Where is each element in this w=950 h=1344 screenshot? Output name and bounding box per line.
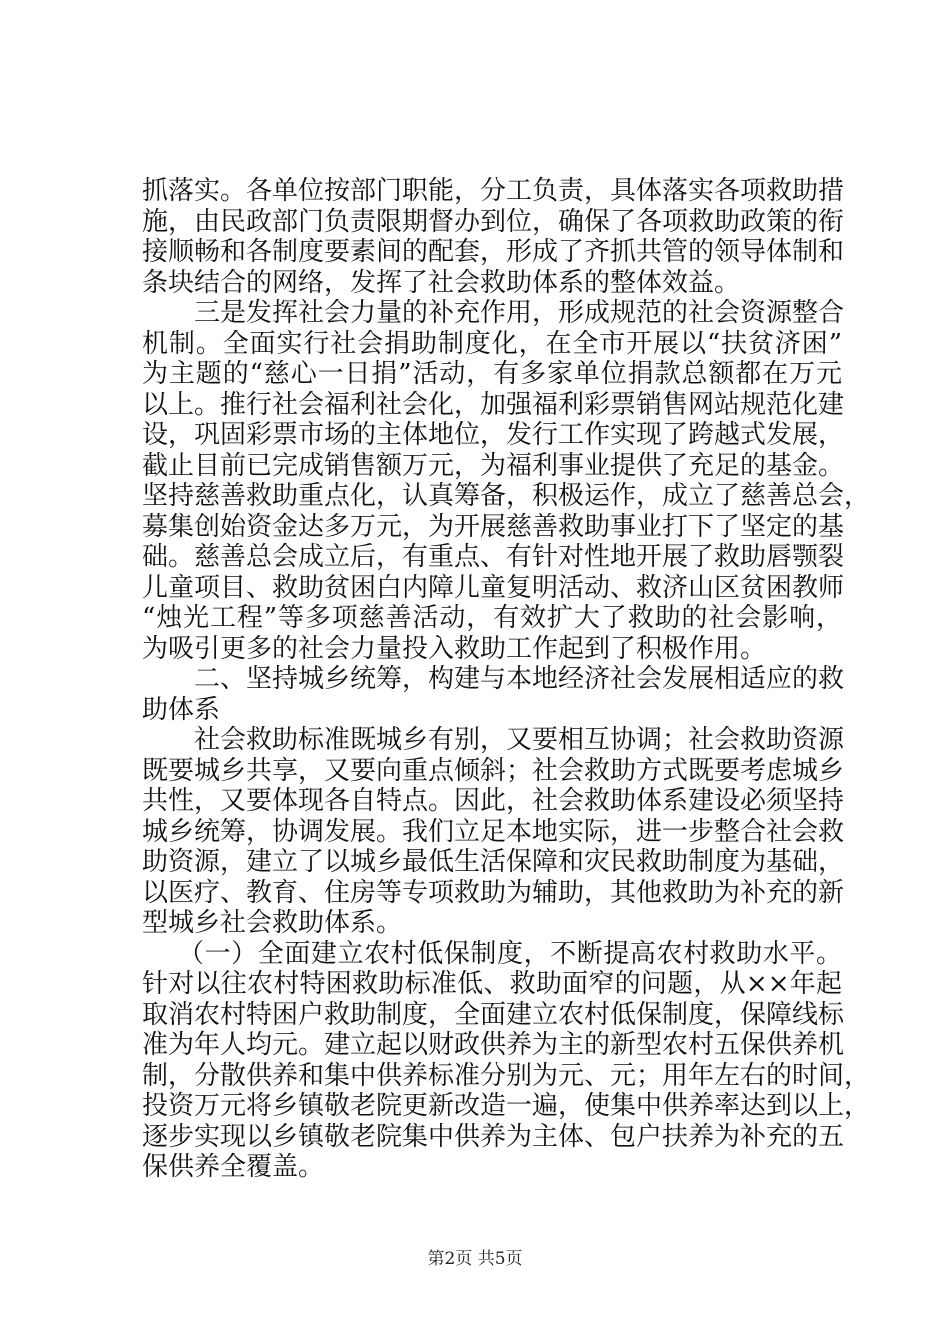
text-line: 共性，又要体现各自特点。因此，社会救助体系建设必须坚持 [142, 786, 845, 816]
text-line: 以医疗、教育、住房等专项救助为辅助，其他救助为补充的新 [142, 877, 845, 908]
text-line: 城乡统筹，协调发展。我们立足本地实际，进一步整合社会救 [142, 816, 845, 847]
text-line: 为吸引更多的社会力量投入救助工作起到了积极作用。 [142, 633, 767, 664]
text-line: 逐步实现以乡镇敬老院集中供养为主体、包户扶养为补充的五 [142, 1121, 845, 1152]
text-line: 既要城乡共享，又要向重点倾斜；社会救助方式既要考虑城乡 [142, 755, 845, 786]
text-line: 准为年人均元。建立起以财政供养为主的新型农村五保供养机 [142, 1030, 845, 1060]
section-heading: 二、坚持城乡统筹，构建与本地经济社会发展相适应的救 [194, 664, 845, 694]
page-number-footer: 第2页 共5页 [427, 1249, 523, 1269]
text-line: 设，巩固彩票市场的主体地位，发行工作实现了跨越式发展， [142, 420, 845, 450]
text-line: 施，由民政部门负责限期督办到位，确保了各项救助政策的衔 [142, 206, 845, 237]
document-body [142, 176, 871, 1183]
subsection-heading: （一）全面建立农村低保制度，不断提高农村救助水平。 [178, 938, 842, 969]
text-line: 针对以往农村特困救助标准低、救助面窄的问题，从××年起 [142, 969, 842, 999]
text-line: 助资源，建立了以城乡最低生活保障和灾民救助制度为基础， [142, 847, 845, 877]
text-line: 以上。推行社会福利社会化，加强福利彩票销售网站规范化建 [142, 389, 845, 420]
section-heading-continued: 助体系 [142, 694, 221, 725]
text-line: 制，分散供养和集中供养标准分别为元、元；用年左右的时间， [142, 1060, 871, 1091]
text-line: 接顺畅和各制度要素间的配套，形成了齐抓共管的领导体制和 [142, 237, 845, 267]
text-line: “烛光工程”等多项慈善活动，有效扩大了救助的社会影响， [142, 603, 842, 633]
paragraph-first-line: 社会救助标准既城乡有别，又要相互协调；社会救助资源 [194, 725, 845, 755]
text-line: 机制。全面实行社会捐助制度化，在全市开展以“扶贫济困” [142, 328, 842, 359]
text-line: 础。慈善总会成立后，有重点、有针对性地开展了救助唇颚裂 [142, 542, 845, 572]
text-line: 取消农村特困户救助制度，全面建立农村低保制度，保障线标 [142, 999, 845, 1030]
text-line: 截止目前已完成销售额万元，为福利事业提供了充足的基金。 [142, 450, 845, 481]
text-line: 型城乡社会救助体系。 [142, 908, 403, 938]
text-line: 坚持慈善救助重点化，认真筹备，积极运作，成立了慈善总会， [142, 481, 871, 511]
text-line: 投资万元将乡镇敬老院更新改造一遍，使集中供养率达到以上， [142, 1091, 871, 1121]
text-line: 条块结合的网络，发挥了社会救助体系的整体效益。 [142, 267, 741, 298]
text-line: 抓落实。各单位按部门职能，分工负责，具体落实各项救助措 [142, 176, 845, 206]
paragraph-first-line: 三是发挥社会力量的补充作用，形成规范的社会资源整合 [194, 298, 845, 328]
text-line: 儿童项目、救助贫困白内障儿童复明活动、救济山区贫困教师 [142, 572, 845, 603]
text-line: 募集创始资金达多万元，为开展慈善救助事业打下了坚定的基 [142, 511, 845, 542]
text-line: 为主题的“慈心一日捐”活动，有多家单位捐款总额都在万元 [142, 359, 842, 389]
text-line: 保供养全覆盖。 [142, 1152, 325, 1182]
